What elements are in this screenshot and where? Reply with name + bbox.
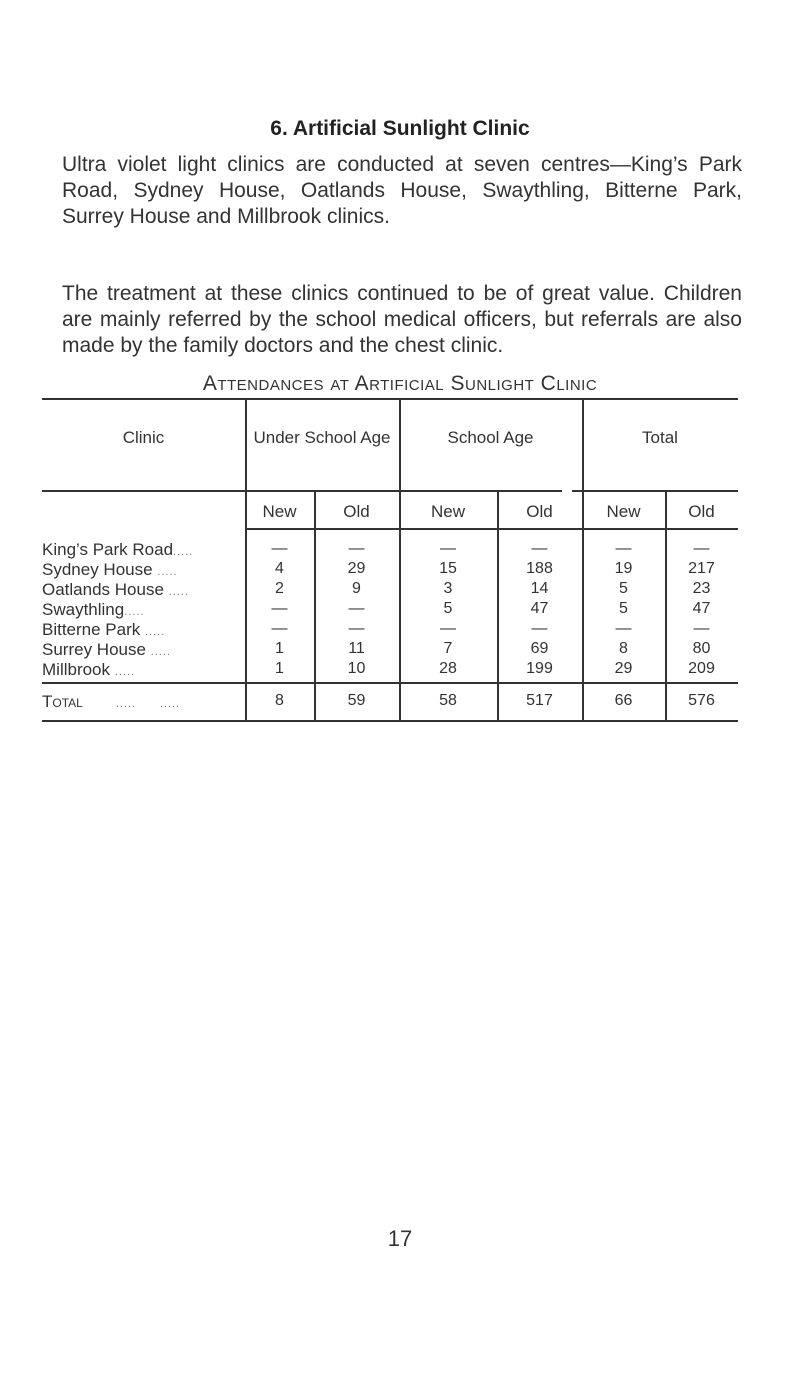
cell-school-new: — bbox=[440, 620, 456, 637]
header-rule-school bbox=[362, 490, 562, 492]
cell-school-old: 199 bbox=[526, 660, 553, 677]
cell-school-new: 15 bbox=[439, 560, 457, 577]
total-label: Total bbox=[42, 692, 83, 711]
cell-under-old: — bbox=[348, 620, 365, 637]
table-top-rule bbox=[42, 398, 738, 400]
subheader-under-old: Old bbox=[343, 502, 370, 521]
cell-under-old: 10 bbox=[347, 660, 366, 677]
table-title: Attendances at Artificial Sunlight Clinic bbox=[202, 372, 598, 395]
cell-total-old: 217 bbox=[688, 560, 715, 577]
cell-school-old: 69 bbox=[530, 640, 549, 657]
cell-school-old: — bbox=[531, 540, 548, 557]
treatment-paragraph: The treatment at these clinics continued to be of great value. Children are mainly referred by the school medical officers, but referrals are also made by the family doctors and the chest clinic. bbox=[62, 282, 742, 357]
cell-under-new: 4 bbox=[275, 560, 284, 577]
table-row bbox=[42, 560, 738, 580]
section-heading: 6. Artificial Sunlight Clinic bbox=[270, 117, 530, 140]
table-row bbox=[42, 600, 738, 620]
cell-total-new: 5 bbox=[619, 580, 628, 597]
row-label: King’s Park Road bbox=[42, 540, 174, 559]
header-rule-clinic bbox=[42, 490, 202, 492]
cell-school-old: — bbox=[531, 620, 548, 637]
cell-under-new: — bbox=[271, 620, 288, 637]
header-under-school-age: Under School Age bbox=[253, 428, 391, 447]
cell-total-old: 209 bbox=[688, 660, 715, 677]
attendance-table bbox=[42, 398, 738, 722]
total-row bbox=[42, 692, 738, 714]
total-total-old: 576 bbox=[688, 692, 715, 709]
leader-dots: ..... bbox=[115, 698, 137, 710]
subheader-total-new: New bbox=[606, 502, 641, 521]
cell-total-old: 23 bbox=[692, 580, 711, 597]
total-under-new: 8 bbox=[275, 692, 284, 709]
row-label: Millbrook bbox=[42, 660, 111, 679]
total-under-old: 59 bbox=[347, 692, 366, 709]
cell-school-new: 7 bbox=[443, 640, 453, 657]
table-row bbox=[42, 620, 738, 640]
cell-total-old: 47 bbox=[692, 600, 711, 617]
leader-dots: ..... bbox=[173, 546, 194, 558]
cell-under-new: — bbox=[271, 600, 288, 617]
subheader-under-new: New bbox=[262, 502, 297, 521]
leader-dots: ..... bbox=[114, 666, 136, 678]
leader-dots: ..... bbox=[157, 566, 178, 578]
table-row bbox=[42, 580, 738, 600]
total-school-new: 58 bbox=[439, 692, 457, 709]
leader-dots: ..... bbox=[159, 698, 181, 710]
cell-school-new: — bbox=[440, 540, 456, 557]
table-row bbox=[42, 540, 738, 560]
cell-under-new: 2 bbox=[275, 580, 284, 597]
subheader-total-old: Old bbox=[688, 502, 715, 521]
header-school-age: School Age bbox=[447, 428, 534, 447]
cell-total-new: 5 bbox=[619, 600, 628, 617]
cell-school-new: 5 bbox=[443, 600, 453, 617]
cell-under-new: 1 bbox=[275, 640, 284, 657]
table-row bbox=[42, 640, 738, 660]
cell-total-new: — bbox=[615, 540, 632, 557]
total-school-old: 517 bbox=[526, 692, 553, 709]
row-label: Bitterne Park bbox=[42, 620, 141, 639]
table-bottom-rule bbox=[42, 720, 738, 722]
total-total-new: 66 bbox=[614, 692, 633, 709]
cell-under-old: 11 bbox=[348, 640, 365, 657]
subheader-school-new: New bbox=[430, 502, 465, 521]
cell-total-new: — bbox=[615, 620, 632, 637]
total-top-rule bbox=[42, 682, 738, 684]
leader-dots: ..... bbox=[145, 626, 166, 638]
row-label: Surrey House bbox=[42, 640, 146, 659]
row-label: Swaythling bbox=[42, 600, 125, 619]
row-label: Oatlands House bbox=[42, 580, 164, 599]
cell-under-old: — bbox=[348, 540, 365, 557]
leader-dots: ..... bbox=[168, 586, 189, 598]
header-rule-under-school bbox=[202, 490, 362, 492]
cell-under-old: 29 bbox=[347, 560, 366, 577]
cell-total-old: 80 bbox=[692, 640, 711, 657]
cell-total-new: 8 bbox=[619, 640, 628, 657]
cell-school-old: 47 bbox=[530, 600, 549, 617]
cell-school-new: 28 bbox=[439, 660, 457, 677]
cell-total-old: — bbox=[693, 620, 710, 637]
cell-under-old: — bbox=[348, 600, 365, 617]
leader-dots: ..... bbox=[124, 606, 145, 618]
intro-paragraph: Ultra violet light clinics are conducted at seven centres—King’s Park Road, Sydney House, Oatlands House, Swaythling, Bitterne Park, Surrey House and Millbrook clinics. bbox=[62, 153, 742, 228]
cell-total-old: — bbox=[693, 540, 710, 557]
header-rule-total bbox=[572, 490, 738, 492]
cell-under-new: — bbox=[271, 540, 288, 557]
subheader-school-old: Old bbox=[526, 502, 553, 521]
cell-school-new: 3 bbox=[443, 580, 453, 597]
leader-dots: ..... bbox=[150, 646, 171, 658]
row-label: Sydney House bbox=[42, 560, 153, 579]
header-total: Total bbox=[642, 428, 678, 447]
header-clinic: Clinic bbox=[122, 428, 165, 447]
cell-under-new: 1 bbox=[275, 660, 284, 677]
page-number: 17 bbox=[387, 1226, 413, 1251]
cell-total-new: 19 bbox=[614, 560, 633, 577]
cell-total-new: 29 bbox=[614, 660, 633, 677]
cell-under-old: 9 bbox=[352, 580, 361, 597]
cell-school-old: 14 bbox=[530, 580, 549, 597]
cell-school-old: 188 bbox=[526, 560, 553, 577]
table-row bbox=[42, 660, 738, 680]
